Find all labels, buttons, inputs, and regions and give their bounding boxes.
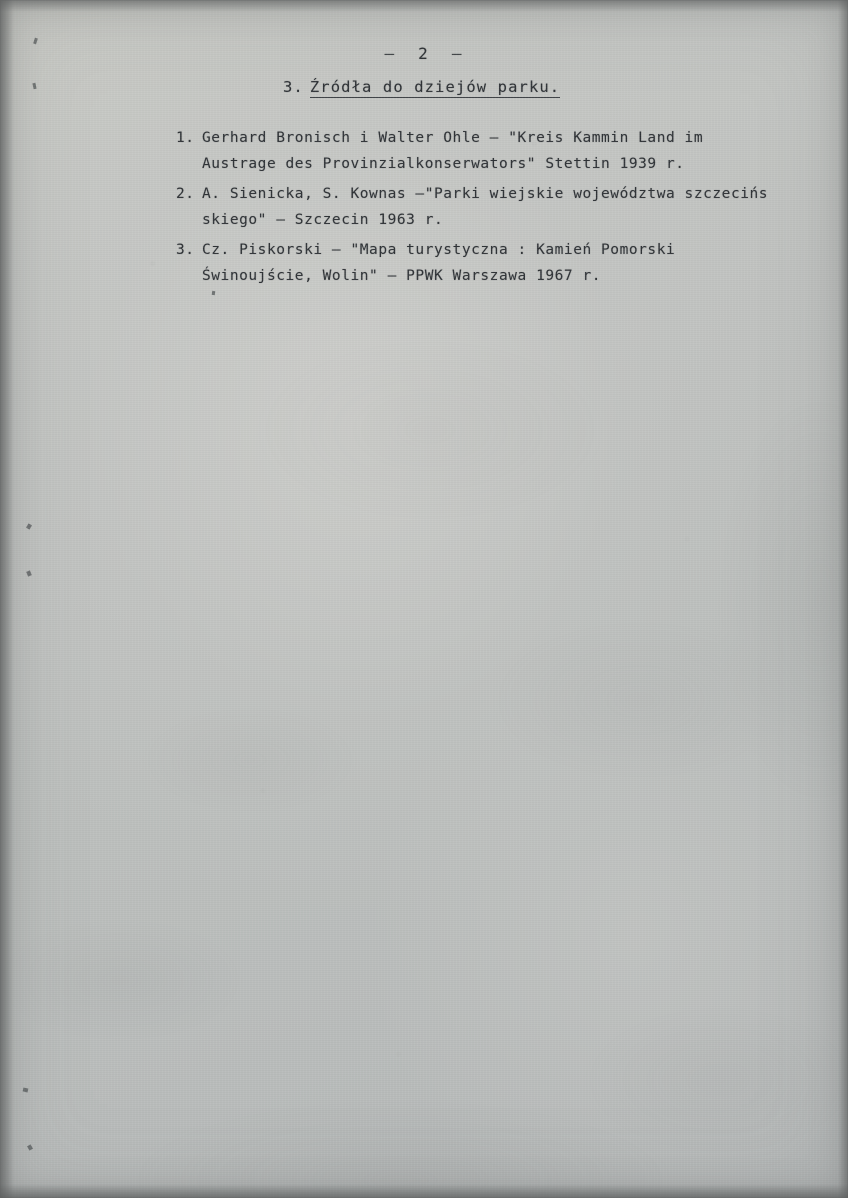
- page-number-right-dash: —: [451, 44, 464, 63]
- reference-line: Cz. Piskorski — "Mapa turystyczna : Kamień Pomorski: [202, 242, 676, 258]
- reference-text: [202, 125, 848, 177]
- page-number: [0, 44, 848, 63]
- list-item: [176, 125, 848, 177]
- reference-line: A. Sienicka, S. Kownas —"Parki wiejskie województwa szczecińs: [202, 186, 769, 202]
- section-title: Źródła do dziejów parku.: [309, 78, 561, 96]
- ink-speck: [23, 1088, 29, 1093]
- ink-speck: [27, 1144, 33, 1150]
- reference-line: Austrage des Provinzialkonserwators" Stettin 1939 r.: [202, 156, 685, 172]
- list-item: [176, 181, 848, 233]
- ink-speck: [26, 523, 32, 529]
- page-edge-bottom: [0, 1184, 848, 1198]
- page-number-value: 2: [418, 44, 430, 63]
- section-heading: [283, 78, 560, 96]
- ink-speck: [26, 570, 32, 576]
- page-edge-top: [0, 0, 848, 12]
- reference-list: [176, 125, 848, 293]
- reference-line: skiego" — Szczecin 1963 r.: [202, 212, 444, 228]
- reference-text: [202, 237, 848, 289]
- page-number-left-dash: —: [384, 44, 397, 63]
- section-number: 3.: [283, 78, 304, 96]
- reference-line: Świnoujście, Wolin" — PPWK Warszawa 1967 r.: [202, 268, 602, 284]
- reference-number: 1.: [176, 130, 195, 146]
- page-edge-left: [0, 0, 14, 1198]
- reference-line: Gerhard Bronisch i Walter Ohle — "Kreis Kammin Land im: [202, 130, 704, 146]
- list-item: [176, 237, 848, 289]
- ink-speck: [32, 83, 36, 89]
- reference-number: 2.: [176, 186, 195, 202]
- reference-number: 3.: [176, 242, 195, 258]
- reference-text: [202, 181, 848, 233]
